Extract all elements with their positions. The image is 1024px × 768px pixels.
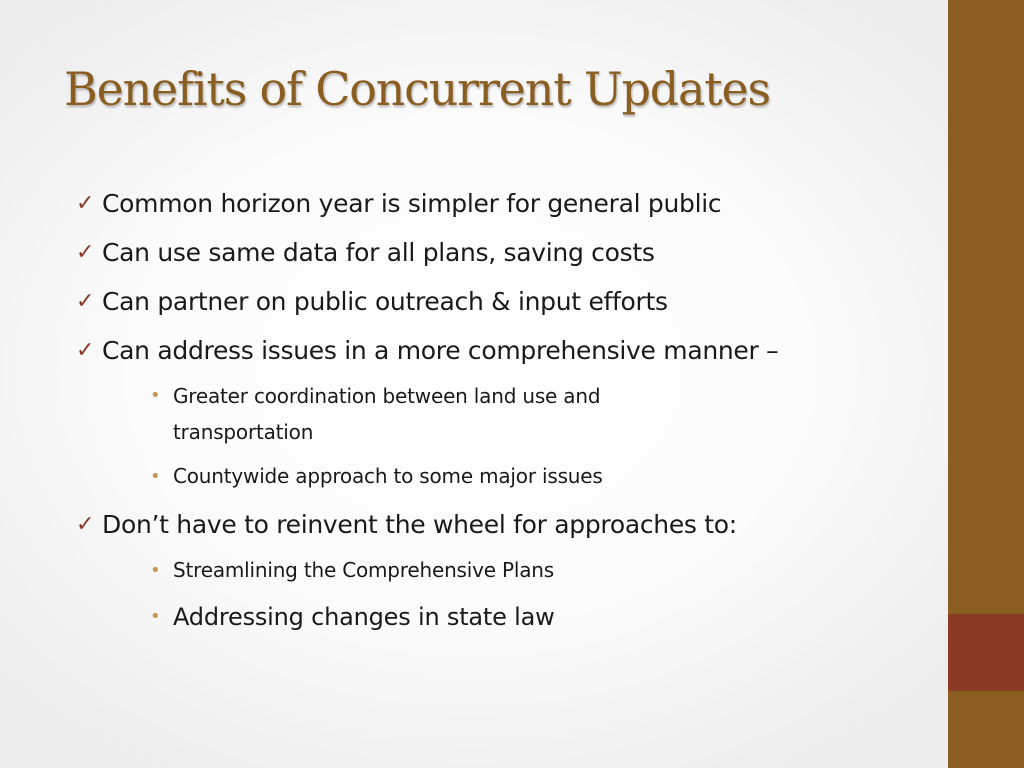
- bullet-dot-icon: •: [150, 606, 161, 627]
- bullet-item: [74, 284, 924, 320]
- bullet-item: [74, 333, 924, 369]
- checkmark-icon: ✓: [76, 240, 95, 265]
- bullet-item: [74, 186, 924, 222]
- sub-bullet-item: [148, 597, 924, 637]
- bullet-item: [74, 507, 924, 543]
- bullet-text: Common horizon year is simpler for general public: [102, 189, 722, 218]
- bullet-list: [74, 186, 924, 649]
- sub-bullet-item: [148, 552, 924, 589]
- checkmark-icon: ✓: [76, 191, 95, 216]
- sub-bullet-list: [74, 378, 924, 495]
- sub-bullet-list: [74, 552, 924, 637]
- sub-bullet-text: Addressing changes in state law: [173, 603, 555, 631]
- sub-bullet-item: [148, 378, 728, 450]
- bullet-dot-icon: •: [150, 560, 161, 581]
- bullet-text: Can partner on public outreach & input efforts: [102, 287, 668, 316]
- checkmark-icon: ✓: [76, 289, 95, 314]
- sub-bullet-item: [148, 458, 924, 495]
- slide-title: Benefits of Concurrent Updates: [64, 62, 770, 116]
- checkmark-icon: ✓: [76, 338, 95, 363]
- sub-bullet-text: Greater coordination between land use and transportation: [173, 384, 601, 444]
- bullet-text: Don’t have to reinvent the wheel for approaches to:: [102, 510, 737, 539]
- checkmark-icon: ✓: [76, 512, 95, 537]
- bullet-dot-icon: •: [150, 385, 161, 406]
- bullet-item: [74, 235, 924, 271]
- bullet-text: Can use same data for all plans, saving costs: [102, 238, 655, 267]
- bullet-dot-icon: •: [150, 466, 161, 487]
- decorative-side-accent: [948, 614, 1024, 691]
- sub-bullet-text: Streamlining the Comprehensive Plans: [173, 558, 554, 582]
- bullet-text: Can address issues in a more comprehensive manner –: [102, 336, 779, 365]
- sub-bullet-text: Countywide approach to some major issues: [173, 464, 603, 488]
